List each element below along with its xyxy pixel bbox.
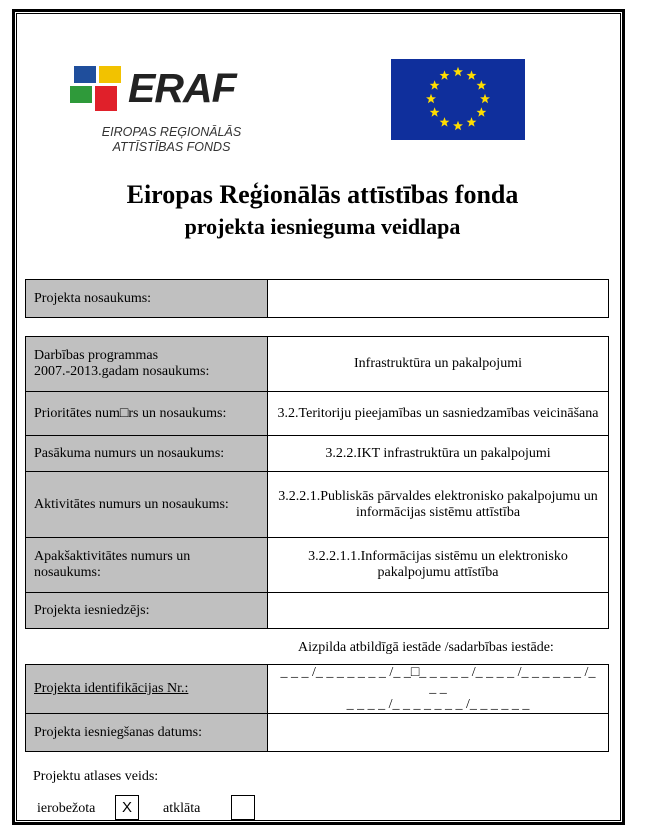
project-name-table (25, 279, 609, 318)
submission-date-label: Projekta iesniegšanas datums: (26, 714, 268, 752)
measure-label: Pasākuma numurs un nosaukums: (26, 436, 268, 472)
subactivity-row (26, 538, 609, 593)
measure-row (26, 436, 609, 472)
project-name-row (26, 280, 609, 318)
option-open-label: atklāta (163, 801, 201, 816)
eraf-subtitle-line1: EIROPAS REĢIONĀLĀS (101, 125, 242, 139)
eraf-logo (70, 62, 260, 162)
option-restricted-checkbox[interactable]: X (115, 795, 139, 820)
page-title: Eiropas Reģionālās attīstības fonda (126, 180, 519, 209)
subactivity-value: 3.2.2.1.1.Informācijas sistēmu un elektronisko pakalpojumu attīstība (268, 538, 609, 593)
identification-line1: _ _ _ /_ _ _ _ _ _ _ /_ _□_ _ _ _ _ /_ _ _ _ /_ _ _ _ _ _ /_ _ _ (280, 665, 596, 696)
activity-row (26, 472, 609, 538)
page-subtitle: projekta iesnieguma veidlapa (184, 214, 461, 239)
submission-date-row (26, 714, 609, 752)
option-restricted-label: ierobežota (37, 801, 96, 816)
programme-info-table (25, 336, 609, 629)
applicant-label: Projekta iesniedzējs: (26, 593, 268, 629)
eraf-logo-subtitle (84, 125, 259, 155)
programme-row (26, 337, 609, 392)
selection-type-title: Projektu atlases veids: (33, 769, 159, 784)
identification-row (26, 665, 609, 714)
applicant-field[interactable] (268, 593, 609, 629)
option-open-checkbox[interactable] (231, 795, 255, 820)
identification-table (25, 664, 609, 752)
programme-label: Darbības programmas 2007.-2013.gadam nosaukums: (26, 337, 268, 392)
project-name-label: Projekta nosaukums: (26, 280, 268, 318)
identification-line2: _ _ _ _ /_ _ _ _ _ _ _ /_ _ _ _ _ _ (346, 697, 530, 712)
programme-value: Infrastruktūra un pakalpojumi (268, 337, 609, 392)
identification-field[interactable] (268, 665, 609, 714)
eraf-logo-text: ERAF (128, 65, 236, 111)
fill-in-note: Aizpilda atbildīgā iestāde /sadarbības iestāde: (298, 640, 554, 655)
subactivity-label: Apakšaktivitātes numurs un nosaukums: (26, 538, 268, 593)
eraf-squares-icon (70, 64, 130, 116)
priority-value: 3.2.Teritoriju pieejamības un sasniedzamības veicināšana (268, 392, 609, 436)
identification-label: Projekta identifikācijas Nr.: (26, 665, 268, 714)
activity-label: Aktivitātes numurs un nosaukums: (26, 472, 268, 538)
eu-flag-icon (391, 59, 525, 140)
priority-row (26, 392, 609, 436)
applicant-row (26, 593, 609, 629)
eraf-subtitle-line2: ATTĪSTĪBAS FONDS (112, 140, 231, 154)
priority-label: Prioritātes num□rs un nosaukums: (26, 392, 268, 436)
project-name-field[interactable] (268, 280, 609, 318)
activity-value: 3.2.2.1.Publiskās pārvaldes elektronisko pakalpojumu un informācijas sistēmu attīstība (268, 472, 609, 538)
measure-value: 3.2.2.IKT infrastruktūra un pakalpojumi (268, 436, 609, 472)
submission-date-field[interactable] (268, 714, 609, 752)
